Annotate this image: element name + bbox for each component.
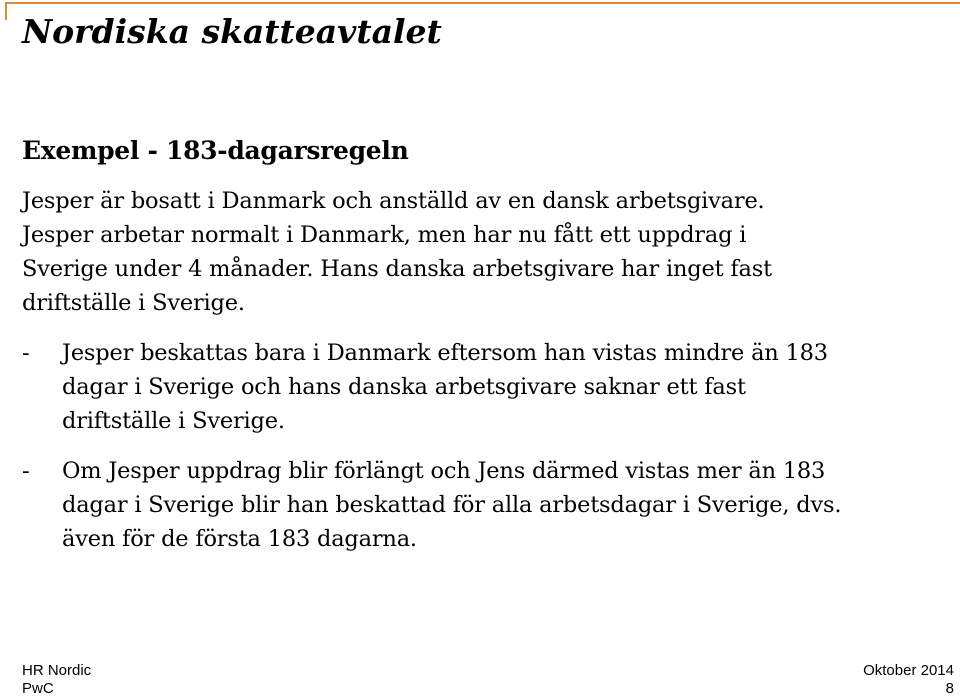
bullet-line: dagar i Sverige blir han beskattad för alla arbetsdagar i Sverige, dvs.	[62, 492, 842, 518]
slide-subtitle: Exempel - 183-dagarsregeln	[22, 136, 409, 165]
bullet-line: Jesper beskattas bara i Danmark eftersom han vistas mindre än 183	[62, 340, 828, 366]
footer-date: Oktober 2014	[863, 662, 954, 679]
bullet-line: även för de första 183 dagarna.	[62, 526, 417, 552]
bullet-marker: -	[22, 340, 30, 366]
bullet-line: Om Jesper uppdrag blir förlängt och Jens därmed vistas mer än 183	[62, 458, 826, 484]
intro-line: Sverige under 4 månader. Hans danska arbetsgivare har inget fast	[22, 256, 772, 282]
bullet-line: dagar i Sverige och hans danska arbetsgivare saknar ett fast	[62, 374, 746, 400]
footer-department: HR Nordic	[22, 662, 92, 679]
bullet-line: driftställe i Sverige.	[62, 408, 285, 434]
intro-line: Jesper arbetar normalt i Danmark, men har nu fått ett uppdrag i	[22, 222, 747, 248]
bullet-marker: -	[22, 458, 30, 484]
accent-line	[5, 2, 960, 4]
page-number: 8	[945, 680, 954, 697]
slide-title: Nordiska skatteavtalet	[22, 12, 442, 51]
accent-corner	[5, 2, 7, 20]
footer-company: PwC	[22, 680, 54, 697]
intro-line: Jesper är bosatt i Danmark och anställd av en dansk arbetsgivare.	[22, 188, 765, 214]
intro-line: driftställe i Sverige.	[22, 290, 245, 316]
